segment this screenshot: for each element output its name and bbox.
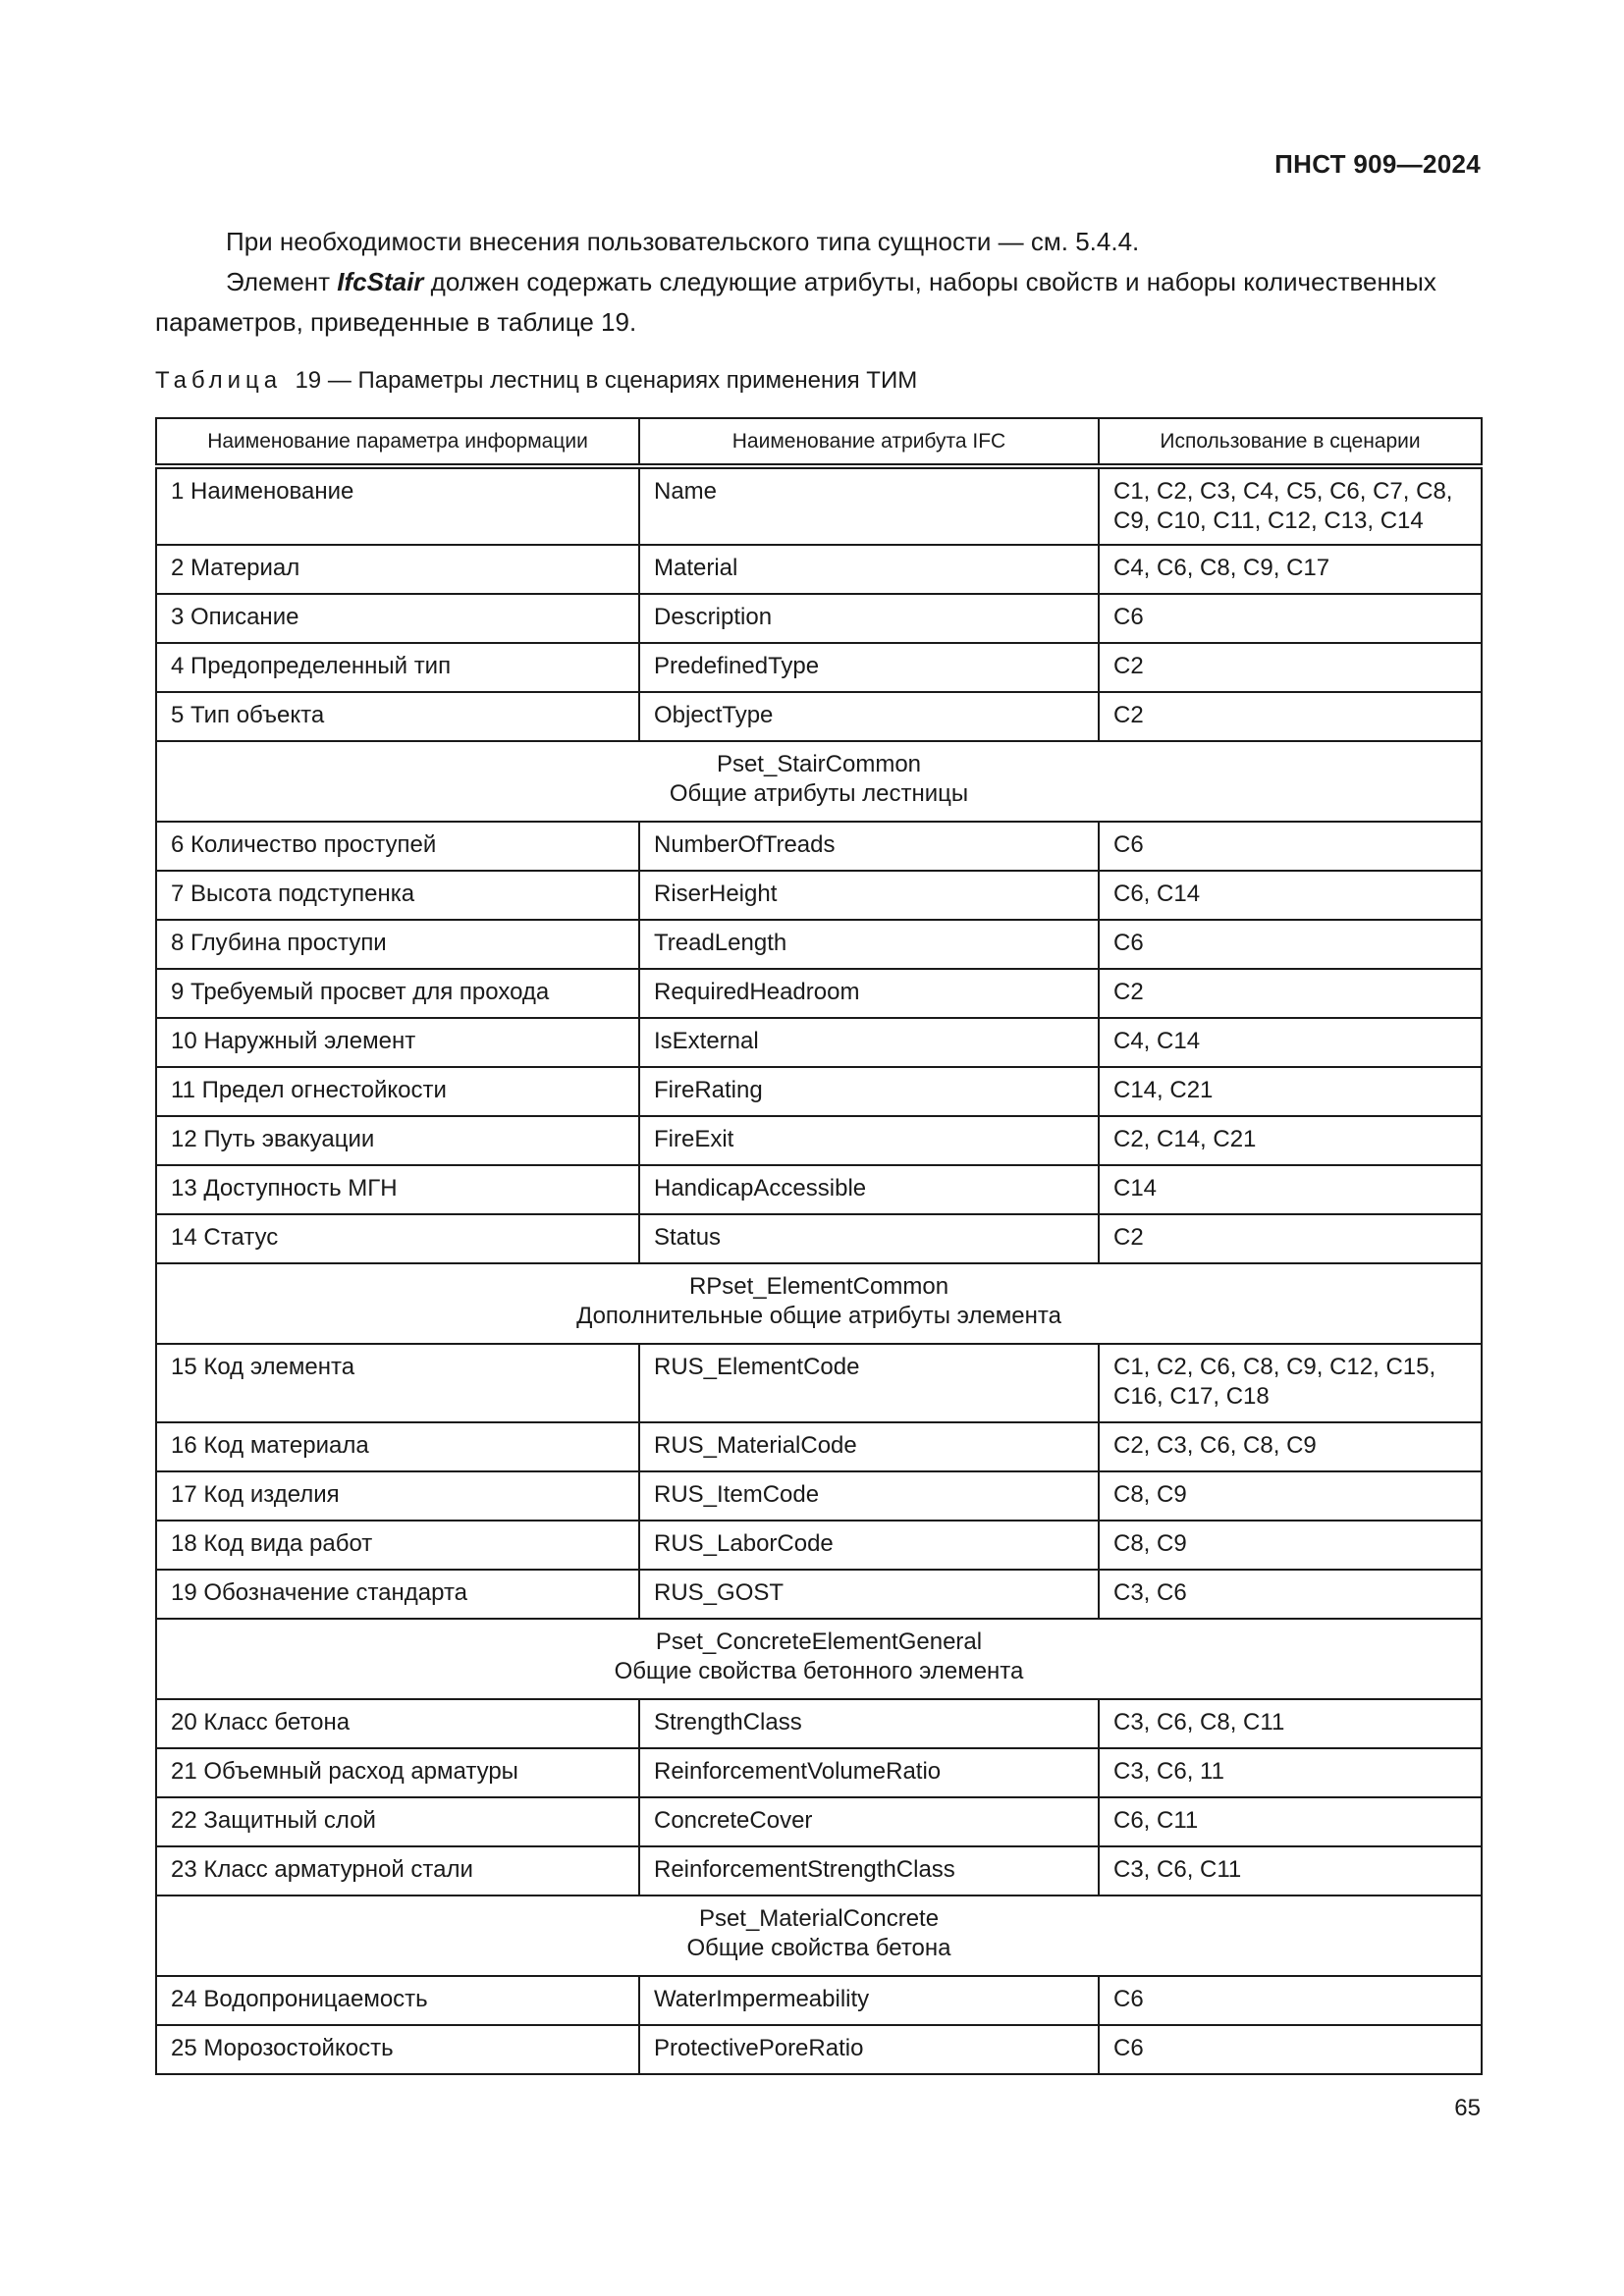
- table-caption: [155, 367, 917, 395]
- table-row: [156, 1846, 1482, 1896]
- ifc-attribute-cell: RiserHeight: [639, 871, 1099, 920]
- intro-text-before: Элемент: [226, 267, 338, 296]
- param-name-cell: 17 Код изделия: [156, 1471, 639, 1521]
- section-cell: [156, 1263, 1482, 1344]
- param-name-cell: 12 Путь эвакуации: [156, 1116, 639, 1165]
- scenario-usage-cell: С2: [1099, 643, 1482, 692]
- table-header-row: [156, 418, 1482, 466]
- ifc-attribute-cell: ReinforcementVolumeRatio: [639, 1748, 1099, 1797]
- ifc-attribute-cell: TreadLength: [639, 920, 1099, 969]
- intro-paragraph-1: При необходимости внесения пользовательского типа сущности — см. 5.4.4.: [226, 227, 1140, 256]
- ifc-attribute-cell: IsExternal: [639, 1018, 1099, 1067]
- param-name-cell: 19 Обозначение стандарта: [156, 1570, 639, 1619]
- table-row: [156, 1018, 1482, 1067]
- param-name-cell: 24 Водопроницаемость: [156, 1976, 639, 2025]
- table-caption-text: 19 — Параметры лестниц в сценариях применения ТИМ: [295, 367, 918, 394]
- table-row: [156, 1797, 1482, 1846]
- scenario-usage-cell: С6: [1099, 920, 1482, 969]
- scenario-usage-cell: С3, С6, 11: [1099, 1748, 1482, 1797]
- scenario-usage-cell: С1, С2, С6, С8, С9, С12, С15, С16, С17, С18: [1099, 1344, 1482, 1422]
- header-scenario-usage: Использование в сценарии: [1099, 418, 1482, 466]
- param-name-cell: 8 Глубина проступи: [156, 920, 639, 969]
- section-subtitle: Общие свойства бетонного элемента: [614, 1658, 1024, 1684]
- param-name-cell: 13 Доступность МГН: [156, 1165, 639, 1214]
- scenario-usage-cell: С14, С21: [1099, 1067, 1482, 1116]
- ifc-attribute-cell: RUS_LaborCode: [639, 1521, 1099, 1570]
- ifc-attribute-cell: RUS_ElementCode: [639, 1344, 1099, 1422]
- scenario-usage-cell: С14: [1099, 1165, 1482, 1214]
- param-name-cell: 9 Требуемый просвет для прохода: [156, 969, 639, 1018]
- document-code: ПНСТ 909—2024: [1274, 149, 1481, 179]
- ifc-attribute-cell: ConcreteCover: [639, 1797, 1099, 1846]
- section-title: Pset_MaterialConcrete: [698, 1905, 940, 1932]
- intro-text-after: должен содержать следующие атрибуты, наборы свойств и наборы количественных параметров, приведенные в таблице 19.: [155, 267, 1436, 337]
- section-subtitle: Дополнительные общие атрибуты элемента: [576, 1303, 1061, 1329]
- scenario-usage-cell: С2, С14, С21: [1099, 1116, 1482, 1165]
- ifc-attribute-cell: RUS_GOST: [639, 1570, 1099, 1619]
- param-name-cell: 1 Наименование: [156, 466, 639, 545]
- ifc-attribute-cell: HandicapAccessible: [639, 1165, 1099, 1214]
- scenario-usage-cell: С4, С14: [1099, 1018, 1482, 1067]
- table-section-row: [156, 1263, 1482, 1344]
- scenario-usage-cell: С6: [1099, 822, 1482, 871]
- param-name-cell: 18 Код вида работ: [156, 1521, 639, 1570]
- section-cell: [156, 741, 1482, 822]
- section-cell: [156, 1896, 1482, 1976]
- scenario-usage-cell: С3, С6, С8, С11: [1099, 1699, 1482, 1748]
- scenario-usage-cell: С3, С6, С11: [1099, 1846, 1482, 1896]
- param-name-cell: 15 Код элемента: [156, 1344, 639, 1422]
- param-name-cell: 2 Материал: [156, 545, 639, 594]
- table-section-row: [156, 1896, 1482, 1976]
- header-param-name: Наименование параметра информации: [156, 418, 639, 466]
- scenario-usage-cell: С1, С2, С3, С4, С5, С6, С7, С8, С9, С10, С11, С12, С13, С14: [1099, 466, 1482, 545]
- ifc-attribute-cell: WaterImpermeability: [639, 1976, 1099, 2025]
- ifc-attribute-cell: StrengthClass: [639, 1699, 1099, 1748]
- section-title: Pset_ConcreteElementGeneral: [655, 1629, 983, 1655]
- ifc-attribute-cell: ProtectivePoreRatio: [639, 2025, 1099, 2074]
- table-row: [156, 1699, 1482, 1748]
- scenario-usage-cell: С8, С9: [1099, 1521, 1482, 1570]
- scenario-usage-cell: С2, С3, С6, С8, С9: [1099, 1422, 1482, 1471]
- scenario-usage-cell: С2: [1099, 969, 1482, 1018]
- ifc-attribute-cell: Status: [639, 1214, 1099, 1263]
- scenario-usage-cell: С2: [1099, 1214, 1482, 1263]
- ifc-attribute-cell: NumberOfTreads: [639, 822, 1099, 871]
- ifc-attribute-cell: Description: [639, 594, 1099, 643]
- section-cell: [156, 1619, 1482, 1699]
- param-name-cell: 4 Предопределенный тип: [156, 643, 639, 692]
- table-row: [156, 822, 1482, 871]
- table-row: [156, 1067, 1482, 1116]
- table-row: [156, 1521, 1482, 1570]
- table-row: [156, 692, 1482, 741]
- table-row: [156, 1748, 1482, 1797]
- table-row: [156, 643, 1482, 692]
- param-name-cell: 11 Предел огнестойкости: [156, 1067, 639, 1116]
- scenario-usage-cell: С6: [1099, 2025, 1482, 2074]
- param-name-cell: 7 Высота подступенка: [156, 871, 639, 920]
- param-name-cell: 14 Статус: [156, 1214, 639, 1263]
- table-row: [156, 1116, 1482, 1165]
- param-name-cell: 10 Наружный элемент: [156, 1018, 639, 1067]
- intro-paragraph-2: [155, 262, 1481, 343]
- scenario-usage-cell: С6, С11: [1099, 1797, 1482, 1846]
- ifc-attribute-cell: RequiredHeadroom: [639, 969, 1099, 1018]
- table-row: [156, 2025, 1482, 2074]
- table-row: [156, 1976, 1482, 2025]
- table-row: [156, 1344, 1482, 1422]
- param-name-cell: 21 Объемный расход арматуры: [156, 1748, 639, 1797]
- param-name-cell: 23 Класс арматурной стали: [156, 1846, 639, 1896]
- table-row: [156, 871, 1482, 920]
- page-number: 65: [1454, 2095, 1481, 2121]
- scenario-usage-cell: С6: [1099, 1976, 1482, 2025]
- scenario-usage-cell: С3, С6: [1099, 1570, 1482, 1619]
- table-row: [156, 920, 1482, 969]
- table-row: [156, 594, 1482, 643]
- table-row: [156, 969, 1482, 1018]
- scenario-usage-cell: С8, С9: [1099, 1471, 1482, 1521]
- section-subtitle: Общие свойства бетона: [686, 1935, 951, 1961]
- param-name-cell: 25 Морозостойкость: [156, 2025, 639, 2074]
- section-title: RPset_ElementCommon: [688, 1273, 949, 1300]
- table-row: [156, 1165, 1482, 1214]
- ifc-attribute-cell: ReinforcementStrengthClass: [639, 1846, 1099, 1896]
- section-title: Pset_StairCommon: [716, 751, 922, 777]
- ifc-attribute-cell: FireRating: [639, 1067, 1099, 1116]
- ifc-attribute-cell: PredefinedType: [639, 643, 1099, 692]
- table-section-row: [156, 1619, 1482, 1699]
- ifc-attribute-cell: Name: [639, 466, 1099, 545]
- ifc-attribute-cell: RUS_MaterialCode: [639, 1422, 1099, 1471]
- param-name-cell: 5 Тип объекта: [156, 692, 639, 741]
- table-caption-label: Таблица: [155, 367, 283, 394]
- table-section-row: [156, 741, 1482, 822]
- parameters-table: [155, 417, 1483, 2075]
- table-row: [156, 1422, 1482, 1471]
- ifc-attribute-cell: FireExit: [639, 1116, 1099, 1165]
- param-name-cell: 16 Код материала: [156, 1422, 639, 1471]
- header-ifc-attribute: Наименование атрибута IFC: [639, 418, 1099, 466]
- param-name-cell: 20 Класс бетона: [156, 1699, 639, 1748]
- ifc-attribute-cell: Material: [639, 545, 1099, 594]
- table-row: [156, 1471, 1482, 1521]
- entity-name: IfcStair: [337, 267, 424, 296]
- param-name-cell: 3 Описание: [156, 594, 639, 643]
- scenario-usage-cell: С2: [1099, 692, 1482, 741]
- param-name-cell: 6 Количество проступей: [156, 822, 639, 871]
- section-subtitle: Общие атрибуты лестницы: [669, 780, 969, 807]
- ifc-attribute-cell: RUS_ItemCode: [639, 1471, 1099, 1521]
- table-row: [156, 1214, 1482, 1263]
- table-row: [156, 466, 1482, 545]
- intro-text: [155, 222, 1481, 343]
- scenario-usage-cell: С6, С14: [1099, 871, 1482, 920]
- ifc-attribute-cell: ObjectType: [639, 692, 1099, 741]
- table-body: [156, 466, 1482, 2074]
- scenario-usage-cell: С6: [1099, 594, 1482, 643]
- param-name-cell: 22 Защитный слой: [156, 1797, 639, 1846]
- table-row: [156, 545, 1482, 594]
- table-row: [156, 1570, 1482, 1619]
- scenario-usage-cell: С4, С6, С8, С9, С17: [1099, 545, 1482, 594]
